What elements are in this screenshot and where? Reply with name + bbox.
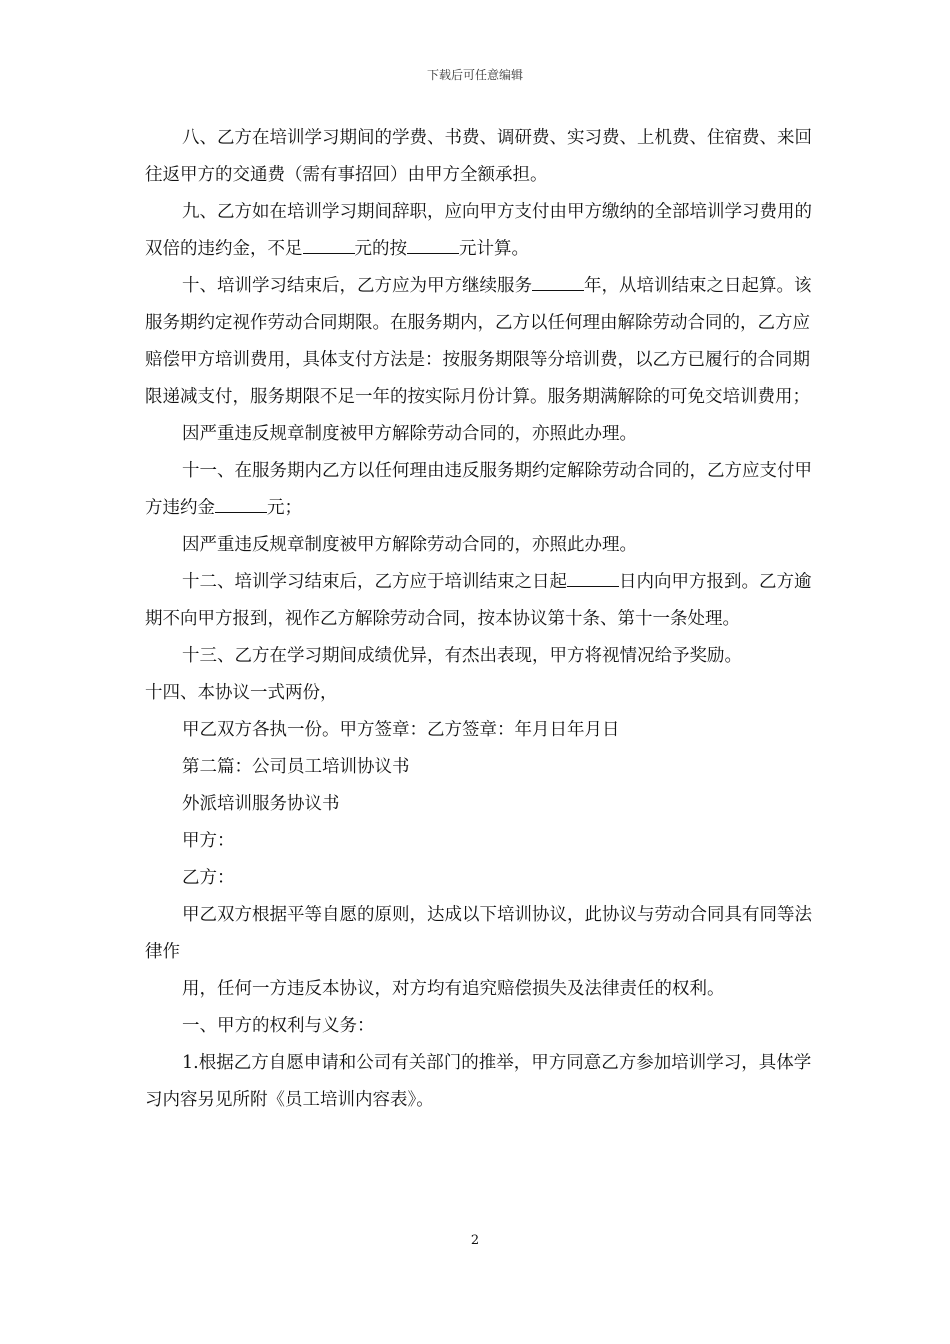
agreement-title: 外派培训服务协议书 — [182, 794, 340, 814]
document-body — [145, 120, 815, 1119]
intro-paragraph-cont: 用，任何一方违反本协议，对方均有追究赔偿损失及法律责任的权利。 — [182, 979, 725, 999]
clause-9 — [145, 194, 815, 268]
clause-12-text-b: 日内向甲方报到。乙方逾期不向甲方报到，视作乙方解除劳动合同，按本协议第十条、第十一条处理。 — [145, 572, 812, 629]
blank-field — [215, 496, 267, 513]
clause-10-text-b: 年，从培训结束之日起算。该服务期约定视作劳动合同期限。在服务期内，乙方以任何理由解除劳动合同的，乙方应赔偿甲方培训费用，具体支付方法是：按服务期限等分培训费，以乙方已履行的合同期限递减支付，服务期限不足一年的按实际月份计算。服务期满解除的可免交培训费用； — [145, 276, 812, 407]
clause-10 — [145, 268, 815, 416]
clause-8: 八、乙方在培训学习期间的学费、书费、调研费、实习费、上机费、住宿费、来回往返甲方的交通费（需有事招回）由甲方全额承担。 — [145, 128, 812, 185]
page-number: 2 — [470, 1233, 480, 1248]
clause-9-text-b: 元的按 — [354, 239, 407, 259]
clause-10-note: 因严重违反规章制度被甲方解除劳动合同的，亦照此办理。 — [182, 424, 637, 444]
blank-field — [567, 570, 619, 587]
clause-9-text-c: 元计算。 — [459, 239, 529, 259]
section-1-heading: 一、甲方的权利与义务： — [182, 1016, 375, 1036]
clause-9-text-a: 九、乙方如在培训学习期间辞职，应向甲方支付由甲方缴纳的全部培训学习费用的双倍的违约金，不足 — [145, 202, 812, 259]
clause-12 — [145, 564, 815, 638]
blank-field — [407, 237, 459, 254]
clause-11-note: 因严重违反规章制度被甲方解除劳动合同的，亦照此办理。 — [182, 535, 637, 555]
blank-field — [303, 237, 355, 254]
blank-field — [532, 274, 584, 291]
clause-11 — [145, 453, 815, 527]
page-header: 下载后可任意编辑 — [426, 68, 523, 82]
part-two-heading: 第二篇：公司员工培训协议书 — [182, 757, 410, 777]
party-b-line: 乙方： — [182, 868, 235, 888]
clause-12-text-a: 十二、培训学习结束后，乙方应于培训结束之日起 — [182, 572, 567, 592]
section-1-item-1: 1.根据乙方自愿申请和公司有关部门的推举，甲方同意乙方参加培训学习，具体学习内容另见所附《员工培训内容表》。 — [145, 1053, 812, 1110]
signature-line: 甲乙双方各执一份。甲方签章：乙方签章：年月日年月日 — [182, 720, 620, 740]
clause-13: 十三、乙方在学习期间成绩优异，有杰出表现，甲方将视情况给予奖励。 — [182, 646, 742, 666]
clause-14: 十四、本协议一式两份， — [145, 683, 338, 703]
clause-11-text-a: 十一、在服务期内乙方以任何理由违反服务期约定解除劳动合同的，乙方应支付甲方违约金 — [145, 461, 812, 518]
clause-11-text-b: 元； — [267, 498, 302, 518]
intro-paragraph: 甲乙双方根据平等自愿的原则，达成以下培训协议，此协议与劳动合同具有同等法律作 — [145, 905, 812, 962]
clause-10-text-a: 十、培训学习结束后，乙方应为甲方继续服务 — [182, 276, 532, 296]
party-a-line: 甲方： — [182, 831, 235, 851]
